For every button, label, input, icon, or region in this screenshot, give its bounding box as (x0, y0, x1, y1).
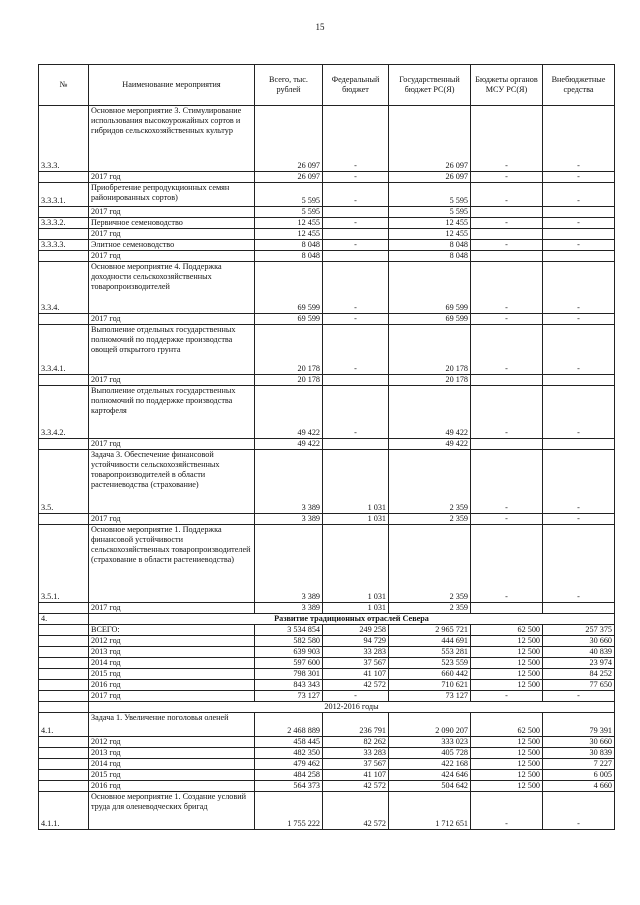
cell-msu: - (471, 183, 543, 207)
cell-msu: 12 500 (471, 759, 543, 770)
cell-msu (471, 207, 543, 218)
cell-state: 5 595 (389, 207, 471, 218)
table-row (39, 262, 615, 314)
row-code (39, 625, 89, 636)
cell-federal: 42 572 (323, 792, 389, 830)
cell-extra: 40 839 (543, 647, 615, 658)
table-row (39, 737, 615, 748)
cell-extra: 4 660 (543, 781, 615, 792)
cell-total: 639 903 (255, 647, 323, 658)
cell-extra: 30 660 (543, 636, 615, 647)
cell-extra: 30 839 (543, 748, 615, 759)
cell-state: 20 178 (389, 325, 471, 375)
cell-federal: 1 031 (323, 450, 389, 514)
cell-extra: - (543, 218, 615, 229)
row-name: 2017 год (89, 314, 255, 325)
cell-state: 8 048 (389, 251, 471, 262)
section-row (39, 614, 615, 625)
row-name: Основное мероприятие 4. Поддержка доходности сельскохозяйственных товаропроизводителей (89, 262, 255, 314)
row-name: 2013 год (89, 647, 255, 658)
cell-total: 26 097 (255, 172, 323, 183)
cell-extra: - (543, 691, 615, 702)
cell-total: 8 048 (255, 240, 323, 251)
cell-total: 564 373 (255, 781, 323, 792)
cell-state: 405 728 (389, 748, 471, 759)
cell-extra: 6 005 (543, 770, 615, 781)
cell-federal: 236 791 (323, 713, 389, 737)
header-extra: Внебюджетные средства (543, 65, 615, 106)
table-row (39, 691, 615, 702)
row-code: 3.5. (39, 450, 89, 514)
header-state: Государственный бюджет РС(Я) (389, 65, 471, 106)
cell-state: 49 422 (389, 386, 471, 439)
row-code (39, 781, 89, 792)
cell-total: 20 178 (255, 325, 323, 375)
row-name: Элитное семеноводство (89, 240, 255, 251)
row-name: 2012 год (89, 636, 255, 647)
cell-state: 69 599 (389, 314, 471, 325)
cell-extra: - (543, 314, 615, 325)
cell-state: 2 359 (389, 525, 471, 603)
cell-state: 26 097 (389, 106, 471, 172)
cell-extra: - (543, 240, 615, 251)
cell-federal: 37 567 (323, 759, 389, 770)
row-name: 2017 год (89, 207, 255, 218)
cell-total: 482 350 (255, 748, 323, 759)
period-title: 2012-2016 годы (89, 702, 615, 713)
cell-msu: 12 500 (471, 781, 543, 792)
cell-state: 69 599 (389, 262, 471, 314)
row-code (39, 691, 89, 702)
cell-total: 5 595 (255, 207, 323, 218)
cell-msu: - (471, 325, 543, 375)
table-row (39, 713, 615, 737)
row-name: Основное мероприятие 1. Создание условий труда для оленеводческих бригад (89, 792, 255, 830)
cell-total: 69 599 (255, 262, 323, 314)
row-code: 3.3.4. (39, 262, 89, 314)
cell-total: 5 595 (255, 183, 323, 207)
cell-extra: 7 227 (543, 759, 615, 770)
cell-msu: - (471, 386, 543, 439)
cell-total: 843 343 (255, 680, 323, 691)
cell-extra (543, 375, 615, 386)
cell-msu (471, 375, 543, 386)
cell-federal (323, 375, 389, 386)
cell-total: 3 534 854 (255, 625, 323, 636)
header-name: Наименование мероприятия (89, 65, 255, 106)
row-name: Задача 1. Увеличение поголовья оленей (89, 713, 255, 737)
cell-msu: 12 500 (471, 669, 543, 680)
cell-msu: 12 500 (471, 748, 543, 759)
cell-msu: - (471, 172, 543, 183)
cell-state: 1 712 651 (389, 792, 471, 830)
cell-msu: - (471, 525, 543, 603)
cell-federal: 37 567 (323, 658, 389, 669)
header-msu: Бюджеты органов МСУ РС(Я) (471, 65, 543, 106)
row-code (39, 229, 89, 240)
table-header-row (39, 65, 615, 106)
cell-extra: 79 391 (543, 713, 615, 737)
table-row (39, 106, 615, 172)
cell-federal: - (323, 172, 389, 183)
cell-total: 1 755 222 (255, 792, 323, 830)
row-code: 3.3.3.1. (39, 183, 89, 207)
cell-total: 49 422 (255, 386, 323, 439)
cell-msu: - (471, 218, 543, 229)
page-number: 15 (315, 22, 325, 32)
cell-extra: - (543, 525, 615, 603)
row-name: Основное мероприятие 3. Стимулирование использования высокоурожайных сортов и гибридов сельскохозяйственных культур (89, 106, 255, 172)
cell-extra: 23 974 (543, 658, 615, 669)
row-name: 2015 год (89, 669, 255, 680)
row-name: Задача 3. Обеспечение финансовой устойчивости сельскохозяйственных товаропроизводителей в области растениеводства (страхование) (89, 450, 255, 514)
cell-total: 597 600 (255, 658, 323, 669)
row-code: 3.5.1. (39, 525, 89, 603)
cell-msu: 62 500 (471, 713, 543, 737)
header-number: № (39, 65, 89, 106)
row-name: 2016 год (89, 781, 255, 792)
cell-state: 660 442 (389, 669, 471, 680)
row-code (39, 439, 89, 450)
table-row (39, 669, 615, 680)
cell-extra: - (543, 514, 615, 525)
table-row (39, 450, 615, 514)
row-code (39, 314, 89, 325)
row-code: 3.3.3.2. (39, 218, 89, 229)
cell-federal (323, 229, 389, 240)
cell-total: 479 462 (255, 759, 323, 770)
row-name: ВСЕГО: (89, 625, 255, 636)
cell-federal: - (323, 240, 389, 251)
cell-extra: - (543, 172, 615, 183)
cell-state: 523 559 (389, 658, 471, 669)
row-code (39, 770, 89, 781)
row-name: 2017 год (89, 439, 255, 450)
cell-federal: 249 258 (323, 625, 389, 636)
cell-total: 20 178 (255, 375, 323, 386)
cell-federal: 42 572 (323, 781, 389, 792)
table-row (39, 183, 615, 207)
row-name: 2012 год (89, 737, 255, 748)
table-row (39, 218, 615, 229)
row-name: 2017 год (89, 375, 255, 386)
table-row (39, 781, 615, 792)
cell-federal (323, 439, 389, 450)
table-row (39, 229, 615, 240)
table-row (39, 251, 615, 262)
cell-msu: - (471, 450, 543, 514)
row-code (39, 603, 89, 614)
cell-state: 2 090 207 (389, 713, 471, 737)
cell-federal: 33 283 (323, 647, 389, 658)
cell-msu: - (471, 792, 543, 830)
cell-extra: 257 375 (543, 625, 615, 636)
cell-total: 73 127 (255, 691, 323, 702)
row-name: Приобретение репродукционных семян районированных сортов) (89, 183, 255, 207)
row-name: Основное мероприятие 1. Поддержка финансовой устойчивости сельскохозяйственных товаропроизводителей (страхование в области растениеводства) (89, 525, 255, 603)
cell-state: 2 359 (389, 450, 471, 514)
section-title: Развитие традиционных отраслей Севера (89, 614, 615, 625)
cell-state: 2 359 (389, 603, 471, 614)
cell-state: 422 168 (389, 759, 471, 770)
cell-total: 12 455 (255, 229, 323, 240)
table-row (39, 525, 615, 603)
row-code (39, 514, 89, 525)
cell-state: 20 178 (389, 375, 471, 386)
table-row (39, 172, 615, 183)
cell-msu (471, 603, 543, 614)
cell-federal (323, 207, 389, 218)
cell-state: 5 595 (389, 183, 471, 207)
row-name: 2016 год (89, 680, 255, 691)
row-name: 2017 год (89, 691, 255, 702)
row-name: 2017 год (89, 603, 255, 614)
cell-msu: - (471, 262, 543, 314)
cell-state: 444 691 (389, 636, 471, 647)
row-code (39, 375, 89, 386)
row-name: Выполнение отдельных государственных полномочий по поддержке производства картофеля (89, 386, 255, 439)
cell-state: 49 422 (389, 439, 471, 450)
table-row (39, 770, 615, 781)
cell-total: 458 445 (255, 737, 323, 748)
table-row (39, 514, 615, 525)
row-code: 3.3.3. (39, 106, 89, 172)
cell-state: 2 359 (389, 514, 471, 525)
row-code (39, 748, 89, 759)
table-body (39, 106, 615, 830)
cell-federal: 33 283 (323, 748, 389, 759)
cell-state: 710 621 (389, 680, 471, 691)
row-code: 3.3.4.1. (39, 325, 89, 375)
cell-msu (471, 439, 543, 450)
cell-extra: 84 252 (543, 669, 615, 680)
row-name: 2015 год (89, 770, 255, 781)
cell-extra (543, 229, 615, 240)
cell-msu: - (471, 691, 543, 702)
row-name: Выполнение отдельных государственных полномочий по поддержке производства овощей открытого грунта (89, 325, 255, 375)
cell-extra (543, 251, 615, 262)
cell-state: 8 048 (389, 240, 471, 251)
cell-total: 3 389 (255, 603, 323, 614)
cell-total: 582 580 (255, 636, 323, 647)
cell-state: 26 097 (389, 172, 471, 183)
row-code: 4.1. (39, 713, 89, 737)
cell-federal: - (323, 106, 389, 172)
header-federal: Федеральный бюджет (323, 65, 389, 106)
cell-federal: 82 262 (323, 737, 389, 748)
cell-extra (543, 207, 615, 218)
period-row (39, 702, 615, 713)
cell-extra: 30 660 (543, 737, 615, 748)
cell-total: 798 301 (255, 669, 323, 680)
table-row (39, 314, 615, 325)
row-code: 3.3.3.3. (39, 240, 89, 251)
row-code (39, 251, 89, 262)
cell-extra: - (543, 262, 615, 314)
row-code (39, 702, 89, 713)
table-row (39, 748, 615, 759)
table-row (39, 625, 615, 636)
cell-federal: - (323, 325, 389, 375)
table-row (39, 207, 615, 218)
cell-total: 2 468 889 (255, 713, 323, 737)
cell-msu: - (471, 106, 543, 172)
table-row (39, 240, 615, 251)
cell-federal: - (323, 218, 389, 229)
cell-total: 484 258 (255, 770, 323, 781)
cell-state: 2 965 721 (389, 625, 471, 636)
cell-extra: - (543, 325, 615, 375)
cell-federal: 1 031 (323, 514, 389, 525)
cell-msu (471, 251, 543, 262)
cell-msu: 12 500 (471, 680, 543, 691)
row-name: 2017 год (89, 172, 255, 183)
row-code: 4. (39, 614, 89, 625)
table-row (39, 636, 615, 647)
cell-total: 3 389 (255, 450, 323, 514)
cell-federal: 1 031 (323, 525, 389, 603)
row-code (39, 680, 89, 691)
cell-extra: - (543, 450, 615, 514)
cell-federal: - (323, 262, 389, 314)
cell-state: 333 023 (389, 737, 471, 748)
cell-msu: 62 500 (471, 625, 543, 636)
cell-state: 424 646 (389, 770, 471, 781)
cell-total: 26 097 (255, 106, 323, 172)
table-row (39, 386, 615, 439)
cell-total: 49 422 (255, 439, 323, 450)
cell-total: 3 389 (255, 514, 323, 525)
cell-total: 8 048 (255, 251, 323, 262)
row-code: 4.1.1. (39, 792, 89, 830)
row-code (39, 669, 89, 680)
cell-state: 73 127 (389, 691, 471, 702)
row-name: Первичное семеноводство (89, 218, 255, 229)
row-name: 2014 год (89, 658, 255, 669)
cell-total: 12 455 (255, 218, 323, 229)
cell-federal: 1 031 (323, 603, 389, 614)
cell-extra: - (543, 792, 615, 830)
row-name: 2014 год (89, 759, 255, 770)
table-row (39, 375, 615, 386)
cell-extra: - (543, 386, 615, 439)
table-row (39, 603, 615, 614)
table-row (39, 647, 615, 658)
cell-extra: - (543, 106, 615, 172)
header-total: Всего, тыс. рублей (255, 65, 323, 106)
row-code (39, 647, 89, 658)
cell-state: 12 455 (389, 229, 471, 240)
cell-federal (323, 251, 389, 262)
cell-federal: 41 107 (323, 669, 389, 680)
cell-state: 553 281 (389, 647, 471, 658)
cell-federal: - (323, 691, 389, 702)
cell-msu: 12 500 (471, 770, 543, 781)
row-name: 2017 год (89, 251, 255, 262)
row-code (39, 658, 89, 669)
cell-state: 12 455 (389, 218, 471, 229)
table-row (39, 759, 615, 770)
row-code (39, 207, 89, 218)
row-name: 2017 год (89, 229, 255, 240)
cell-total: 3 389 (255, 525, 323, 603)
cell-total: 69 599 (255, 314, 323, 325)
row-code (39, 636, 89, 647)
cell-federal: 94 729 (323, 636, 389, 647)
cell-msu (471, 229, 543, 240)
row-code: 3.3.4.2. (39, 386, 89, 439)
cell-msu: 12 500 (471, 737, 543, 748)
row-code (39, 737, 89, 748)
cell-msu: - (471, 240, 543, 251)
table-row (39, 325, 615, 375)
cell-federal: - (323, 183, 389, 207)
row-code (39, 172, 89, 183)
cell-msu: - (471, 514, 543, 525)
cell-msu: 12 500 (471, 636, 543, 647)
cell-extra (543, 603, 615, 614)
budget-table (38, 64, 615, 830)
cell-extra: - (543, 183, 615, 207)
row-name: 2017 год (89, 514, 255, 525)
cell-msu: 12 500 (471, 658, 543, 669)
table-row (39, 439, 615, 450)
table-row (39, 792, 615, 830)
cell-federal: 42 572 (323, 680, 389, 691)
cell-state: 504 642 (389, 781, 471, 792)
table-row (39, 658, 615, 669)
cell-extra (543, 439, 615, 450)
cell-federal: 41 107 (323, 770, 389, 781)
cell-msu: - (471, 314, 543, 325)
row-code (39, 759, 89, 770)
row-name: 2013 год (89, 748, 255, 759)
cell-federal: - (323, 386, 389, 439)
table-row (39, 680, 615, 691)
cell-federal: - (323, 314, 389, 325)
cell-msu: 12 500 (471, 647, 543, 658)
cell-extra: 77 650 (543, 680, 615, 691)
